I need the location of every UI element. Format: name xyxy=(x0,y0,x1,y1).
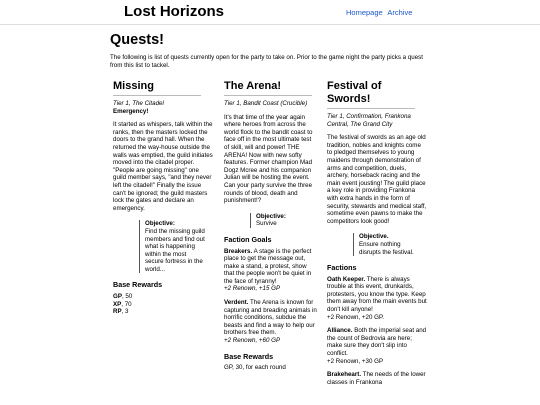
quest-card-arena xyxy=(224,80,317,372)
faction-text: The Arena is known for capturing and breading animals in horrific conditions, subdue the beasts and find a way to help our brothers free them. xyxy=(224,299,317,337)
quest-objective xyxy=(139,220,205,273)
quest-objective xyxy=(250,213,316,228)
page-title: Quests! xyxy=(110,32,164,48)
faction-reward: +2 Renown, +20 GP. xyxy=(327,313,384,321)
quest-tag: Emergency! xyxy=(113,107,149,115)
site-nav xyxy=(346,8,415,17)
faction-goal xyxy=(327,371,427,386)
objective-label: Objective. xyxy=(359,233,389,241)
rewards-heading: Base Rewards xyxy=(113,280,163,290)
title-divider xyxy=(113,95,201,96)
quest-tier: Tier 1, Bandit Coast (Crucible) xyxy=(224,100,308,107)
title-divider xyxy=(327,108,415,109)
faction-reward: +2 Renown, +60 GP xyxy=(224,337,281,345)
faction-name: Brakeheart. xyxy=(327,371,362,379)
reward-gp: GP, 30, for each round xyxy=(224,364,286,372)
faction-text: A stage is the perfect place to get the message out, make a stand, a protest, show that the people won't be quiet in the face of tyranny! xyxy=(224,247,312,285)
quest-card-festival xyxy=(327,80,427,392)
quest-description: The festival of swords as an age old tradition, nobles and knights come to pledged themselves to young maidens through demonstration of arms and competition, duels, archery, horseback racing and the main event jousting! The guild place a key role in providing Frankona with extra hands in the form of security, stewards and medical staff, sometime even pawns to make the competitors look good! xyxy=(327,134,427,225)
page-intro: The following is list of quests currently open for the party to take on. Prior to the game night the party picks a quest from this list to tackel. xyxy=(110,54,423,69)
site-title[interactable]: Lost Horizons xyxy=(124,3,224,20)
quest-title: The Arena! xyxy=(224,80,282,92)
faction-goal xyxy=(224,299,317,345)
reward-xp xyxy=(113,301,213,309)
quest-description: It's that time of the year again where heroes from across the world flock to the bandit coast to face off in the most ultimate test of skill, will and power! THE ARENA! Now with new softy features. Former champion Mad Dogz Mcree and his companion Julian will be hosting the event. Can your party survive the three rounds of blood, death and punishment!? xyxy=(224,113,313,205)
objective-text: Find the missing guild members and find out what is happening within the most secure fortress in the world... xyxy=(145,227,205,273)
objective-text: Ensure nothing disrupts the festival. xyxy=(359,240,414,256)
objective-label: Objective: xyxy=(256,212,286,220)
faction-goal xyxy=(327,327,427,365)
reward-value: , 3 xyxy=(121,308,129,316)
faction-name: Alliance. xyxy=(327,327,353,335)
reward-label: XP xyxy=(113,300,122,308)
faction-text: There is always trouble at this event, drunkards, protesters, you know the type. Keep them away from the main events but don't kill anyone! xyxy=(327,275,427,314)
quest-card-missing xyxy=(113,80,213,316)
title-divider xyxy=(224,95,312,96)
nav-link-archive[interactable]: Archive xyxy=(387,8,413,17)
reward-label: RP xyxy=(113,308,122,316)
quest-description: It started as whispers, talk within the ranks, then the masters locked the doors to the grand hall. When the returned the way-house outside the walls was emptied, the guild initiates moved into the citadel proper. "People are going missing" one guild member says, "and they never left the citadel!" Finally the issue can't be ignored; the guild masters lock the gates and declare an emergency. xyxy=(113,121,213,212)
objective-text: Survive xyxy=(256,220,277,228)
objective-label: Objective: xyxy=(145,220,175,228)
quest-title: Festival of Swords! xyxy=(327,80,382,105)
site-header xyxy=(0,0,540,25)
reward-gp xyxy=(113,293,213,301)
faction-name: Verdent. xyxy=(224,299,249,307)
quest-title: Missing xyxy=(113,80,154,92)
faction-goals-heading: Faction Goals xyxy=(224,234,272,244)
quest-tier: Tier 1, Confirmation, Frankona Central, The Grand City xyxy=(327,113,411,128)
reward-value: , 70 xyxy=(121,300,132,308)
faction-goal xyxy=(327,276,427,322)
faction-name: Oath Keeper. xyxy=(327,275,366,283)
reward-label: GP xyxy=(113,293,122,301)
reward-value: , 50 xyxy=(121,293,133,301)
faction-reward: +2 Renown, +30 GP xyxy=(327,357,384,365)
faction-reward: +2 Renown, +15 GP xyxy=(224,285,281,293)
faction-text: Both the imperial seat and the count of Bedrovia are here; make sure they don't slip into conflict. xyxy=(327,327,427,358)
faction-goal xyxy=(224,248,317,294)
factions-heading: Factions xyxy=(327,263,357,273)
nav-link-homepage[interactable]: Homepage xyxy=(346,8,383,17)
faction-name: Breakers. xyxy=(224,247,253,255)
quest-objective xyxy=(353,233,419,256)
quest-tier: Tier 1, The Citadel xyxy=(113,100,164,107)
rewards-heading: Base Rewards xyxy=(224,351,274,361)
reward-rp xyxy=(113,308,213,316)
faction-text: The needs of the lower classes in Frankona xyxy=(327,371,426,386)
